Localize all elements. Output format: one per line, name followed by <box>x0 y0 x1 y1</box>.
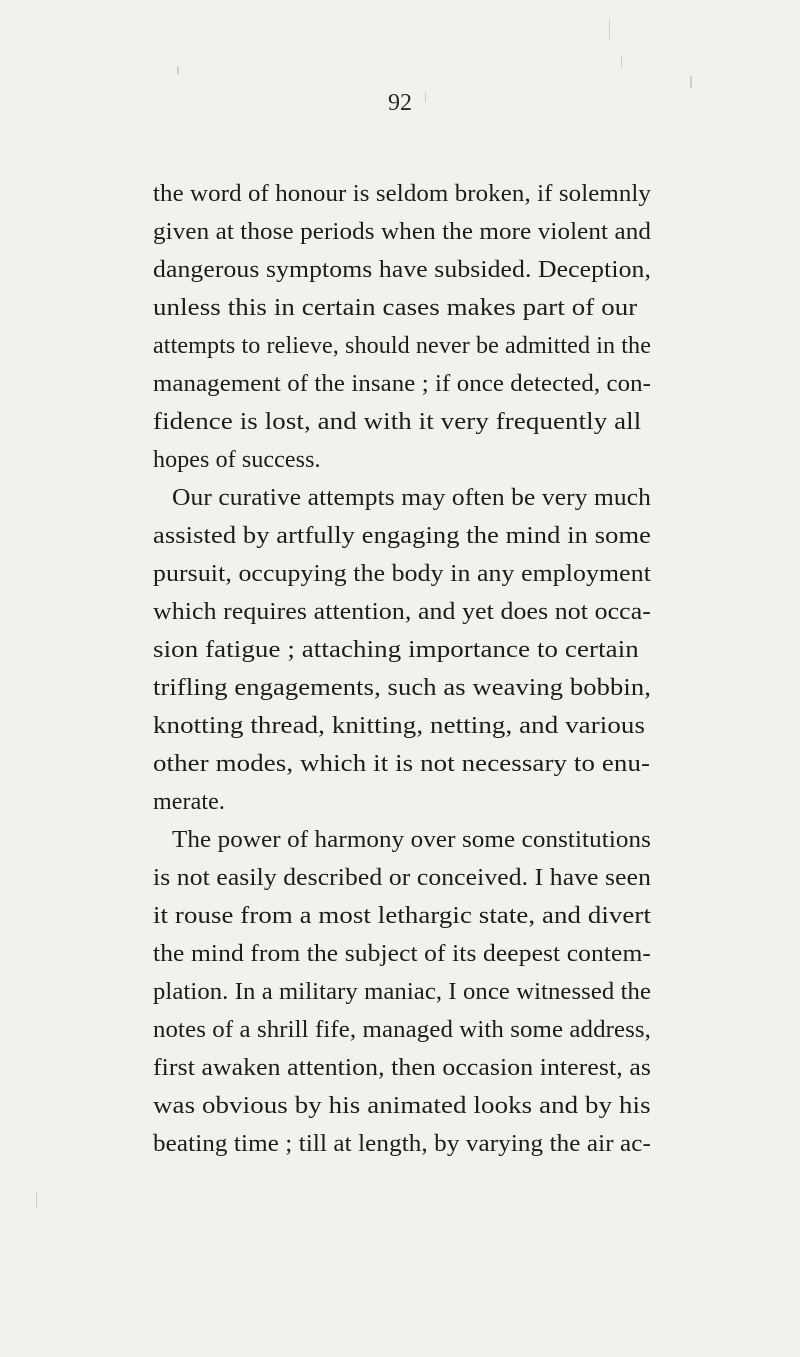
paper-speck <box>36 1191 37 1209</box>
text-line: plation. In a military maniac, I once witnessed the <box>153 979 651 1005</box>
text-line: management of the insane ; if once detected, con- <box>153 371 651 397</box>
paper-speck <box>609 19 610 39</box>
text-line: Our curative attempts may often be very much <box>172 485 651 511</box>
text-line: notes of a shrill fife, managed with some address, <box>153 1017 651 1043</box>
text-line: which requires attention, and yet does not occa- <box>153 599 651 625</box>
text-line: dangerous symptoms have subsided. Deception, <box>153 257 651 283</box>
text-line: the mind from the subject of its deepest contem- <box>153 941 651 967</box>
text-line: the word of honour is seldom broken, if solemnly <box>153 181 651 207</box>
text-line: The power of harmony over some constitutions <box>172 827 651 853</box>
text-line: is not easily described or conceived. I have seen <box>153 865 651 891</box>
text-line: trifling engagements, such as weaving bobbin, <box>153 675 651 701</box>
paper-speck <box>690 76 692 88</box>
text-line: beating time ; till at length, by varying the air ac- <box>153 1131 651 1157</box>
text-line: unless this in certain cases makes part of our <box>153 295 638 321</box>
text-line: assisted by artfully engaging the mind in some <box>153 523 651 549</box>
text-line: sion fatigue ; attaching importance to certain <box>153 637 639 663</box>
text-line: knotting thread, knitting, netting, and various <box>153 713 646 739</box>
text-line: fidence is lost, and with it very frequently all <box>153 409 642 435</box>
text-line: it rouse from a most lethargic state, and divert <box>153 903 651 929</box>
text-line: other modes, which it is not necessary to enu- <box>153 751 651 777</box>
paper-speck <box>177 66 179 74</box>
text-line: attempts to relieve, should never be admitted in the <box>153 333 651 359</box>
text-line: first awaken attention, then occasion interest, as <box>153 1055 651 1081</box>
text-line: given at those periods when the more violent and <box>153 219 651 245</box>
text-line: was obvious by his animated looks and by his <box>153 1093 651 1119</box>
text-line: pursuit, occupying the body in any employment <box>153 561 651 587</box>
text-line: hopes of success. <box>153 447 321 473</box>
paper-speck <box>621 56 622 68</box>
text-line: merate. <box>153 789 225 815</box>
paper-speck <box>425 92 426 102</box>
page-number: 92 <box>388 90 412 116</box>
